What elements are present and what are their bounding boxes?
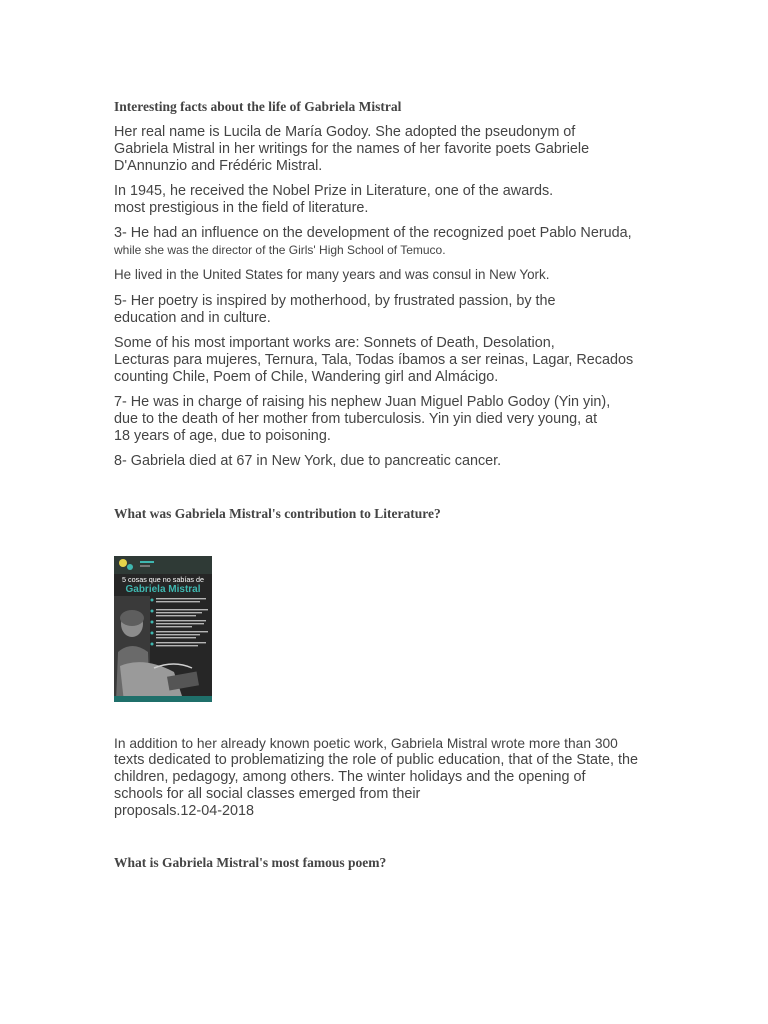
text-line: Some of his most important works are: Sonnets of Death, Desolation, bbox=[114, 335, 555, 351]
text-line: D'Annunzio and Frédéric Mistral. bbox=[114, 158, 323, 174]
text-line: In 1945, he received the Nobel Prize in Literature, one of the awards. bbox=[114, 183, 554, 199]
text-line: proposals.12-04-2018 bbox=[114, 803, 255, 819]
paragraph-death bbox=[114, 453, 501, 470]
section-heading-facts: Interesting facts about the life of Gabriela Mistral bbox=[114, 99, 402, 114]
section-heading-contribution: What was Gabriela Mistral's contribution to Literature? bbox=[114, 506, 441, 521]
text-line: Her real name is Lucila de María Godoy. She adopted the pseudonym of bbox=[114, 124, 576, 140]
text-line: 3- He had an influence on the development of the recognized poet Pablo Neruda, bbox=[114, 225, 632, 241]
text-line: education and in culture. bbox=[114, 310, 271, 326]
paragraph-consul bbox=[114, 266, 549, 283]
text-line: He lived in the United States for many years and was consul in New York. bbox=[114, 267, 550, 282]
text-line: counting Chile, Poem of Chile, Wandering girl and Almácigo. bbox=[114, 369, 499, 385]
text-line: texts dedicated to problematizing the role of public education, that of the State, the bbox=[114, 752, 638, 768]
infographic-artwork bbox=[114, 556, 212, 702]
paragraph-contribution bbox=[114, 735, 638, 820]
text-line: children, pedagogy, among others. The winter holidays and the opening of bbox=[114, 769, 586, 785]
text-line: due to the death of her mother from tuberculosis. Yin yin died very young, at bbox=[114, 411, 598, 427]
text-line: 18 years of age, due to poisoning. bbox=[114, 428, 331, 444]
paragraph-works bbox=[114, 335, 633, 386]
text-line: 8- Gabriela died at 67 in New York, due to pancreatic cancer. bbox=[114, 453, 502, 469]
section-heading-poem: What is Gabriela Mistral's most famous poem? bbox=[114, 855, 387, 870]
text-line: Lecturas para mujeres, Ternura, Tala, Todas íbamos a ser reinas, Lagar, Recados bbox=[114, 352, 634, 368]
paragraph-neruda bbox=[114, 225, 632, 259]
text-line: 7- He was in charge of raising his nephew Juan Miguel Pablo Godoy (Yin yin), bbox=[114, 394, 611, 410]
paragraph-nobel bbox=[114, 183, 553, 217]
paragraph-nephew bbox=[114, 394, 610, 445]
text-line: 5- Her poetry is inspired by motherhood, by frustrated passion, by the bbox=[114, 293, 556, 309]
text-line: while she was the director of the Girls' High School of Temuco. bbox=[114, 243, 446, 257]
text-line: most prestigious in the field of literature. bbox=[114, 200, 369, 216]
infographic-title-1: 5 cosas que no sabías de bbox=[122, 575, 204, 584]
text-line: In addition to her already known poetic work, Gabriela Mistral wrote more than 300 bbox=[114, 736, 618, 751]
paragraph-real-name bbox=[114, 124, 589, 175]
infographic-title-2: Gabriela Mistral bbox=[125, 584, 201, 595]
text-line: Gabriela Mistral in her writings for the names of her favorite poets Gabriele bbox=[114, 141, 590, 157]
paragraph-poetry bbox=[114, 293, 556, 327]
infographic-image bbox=[114, 556, 212, 702]
text-line: schools for all social classes emerged from their bbox=[114, 786, 421, 802]
